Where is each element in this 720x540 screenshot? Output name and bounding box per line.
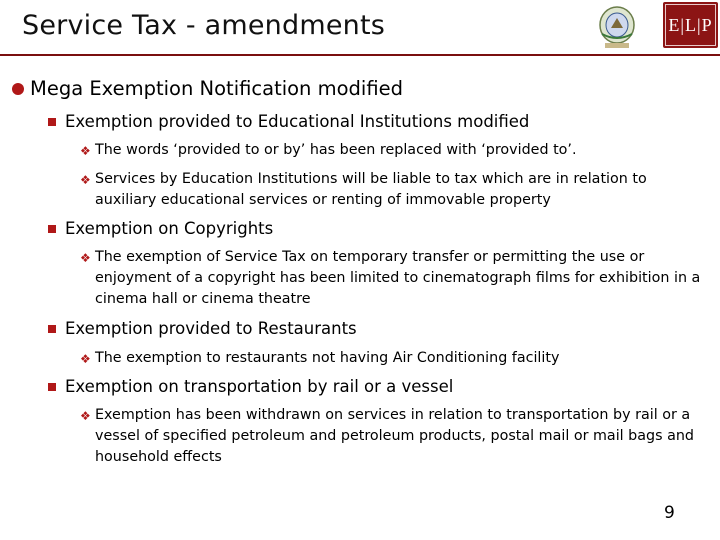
elp-logo-text: E|L|P <box>665 4 716 46</box>
square-bullet-icon <box>48 383 56 391</box>
diamond-bullet-icon: ❖ <box>80 173 91 187</box>
square-bullet-icon <box>48 118 56 126</box>
diamond-bullet-icon: ❖ <box>80 409 91 423</box>
sub-point <box>80 247 710 310</box>
sub-point-text: The exemption to restaurants not having Air Conditioning facility <box>95 350 560 366</box>
section-heading-text: Exemption provided to Restaurants <box>65 319 357 338</box>
sub-point-text: Services by Education Institutions will be liable to tax which are in relation to auxiliary educational services or renting of immovable property <box>95 171 647 208</box>
diamond-bullet-icon: ❖ <box>80 352 91 366</box>
sub-point <box>80 140 710 161</box>
title-divider <box>0 54 720 56</box>
section-heading-text: Exemption on transportation by rail or a vessel <box>65 377 454 396</box>
slide-title: Service Tax - amendments <box>22 10 386 41</box>
square-bullet-icon <box>48 325 56 333</box>
sub-point <box>80 348 710 369</box>
sub-point-text: The exemption of Service Tax on temporary transfer or permitting the use or enjoyment of a copyright has been limited to cinematograph films for exhibition in a cinema hall or cinema theatre <box>95 249 701 307</box>
sub-point-text: The words ‘provided to or by’ has been replaced with ‘provided to’. <box>95 142 577 158</box>
emblem-icon <box>592 4 642 50</box>
page-number: 9 <box>664 503 675 523</box>
diamond-bullet-icon: ❖ <box>80 251 91 265</box>
square-bullet-icon <box>48 225 56 233</box>
main-bullet-text: Mega Exemption Notification modified <box>30 77 403 100</box>
sub-point <box>80 169 710 211</box>
section-heading-text: Exemption provided to Educational Institutions modified <box>65 112 530 131</box>
diamond-bullet-icon: ❖ <box>80 144 91 158</box>
sub-point-text: Exemption has been withdrawn on services in relation to transportation by rail or a vessel of specified petroleum and petroleum products, postal mail or mail bags and household effects <box>95 407 694 465</box>
elp-logo <box>663 2 718 48</box>
section-heading-text: Exemption on Copyrights <box>65 219 274 238</box>
sub-point <box>80 405 710 468</box>
round-bullet-icon <box>12 83 24 95</box>
